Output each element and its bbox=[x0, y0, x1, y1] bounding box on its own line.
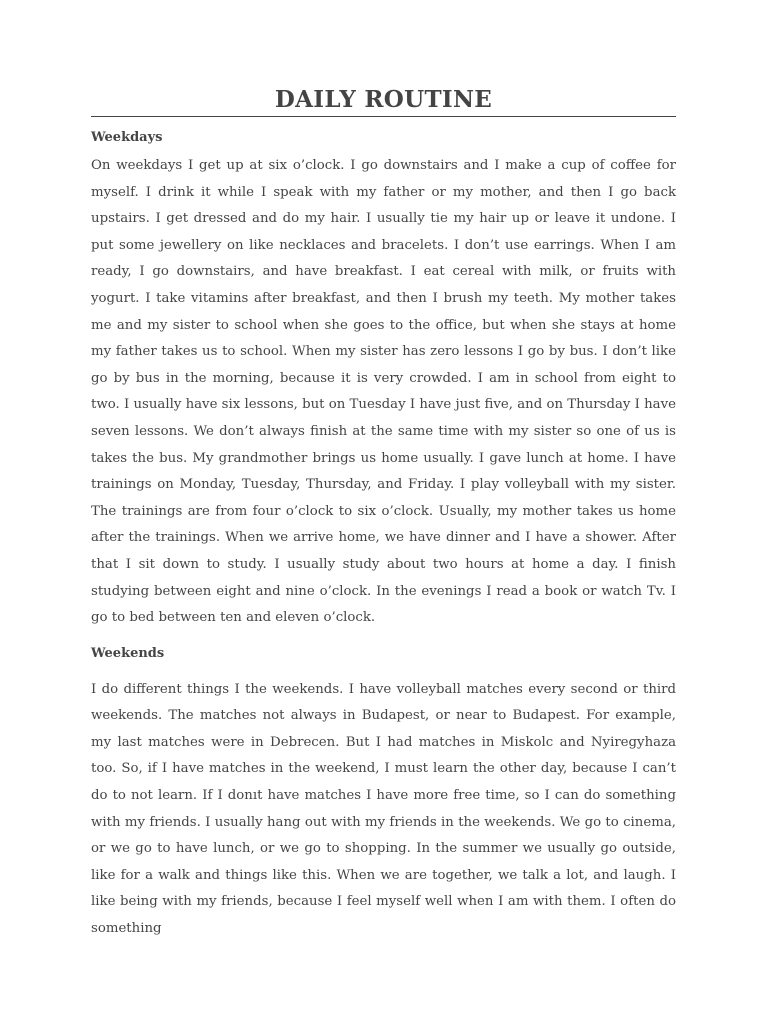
document-title: DAILY ROUTINE bbox=[91, 86, 676, 117]
section-paragraph-weekends: I do different things I the weekends. I have volleyball matches every second or third weekends. The matches not always in Budapest, or near to Budapest. For example, my last matches were in Debrecen. But I had matches in Miskolc and Nyiregyhaza too. So, if I have matches in the weekend, I must learn the other day, because I can’t do to not learn. If I donıt have matches I have more free time, so I can do something with my friends. I usually hang out with my friends in the weekends. We go to cinema, or we go to have lunch, or we go to shopping. In the summer we usually go outside, like for a walk and things like this. When we are together, we talk a lot, and laugh. I like being with my friends, because I feel myself well when I am with them. I often do something bbox=[91, 681, 676, 937]
section-heading-weekdays: Weekdays bbox=[91, 130, 163, 145]
section-heading-weekends: Weekends bbox=[91, 645, 165, 661]
section-paragraph-weekdays: On weekdays I get up at six o’clock. I go downstairs and I make a cup of coffee for myself. I drink it while I speak with my father or my mother, and then I go back upstairs. I get dressed and do my hair. I usually tie my hair up or leave it undone. I put some jewellery on like necklaces and bracelets. I don’t use earrings. When I am ready, I go downstairs, and have breakfast. I eat cereal with milk, or fruits with yogurt. I take vitamins after breakfast, and then I brush my teeth. My mother takes me and my sister to school when she goes to the office, but when she stays at home my father takes us to school. When my sister has zero lessons I go by bus. I don’t like go by bus in the morning, because it is very crowded. I am in school from eight to two. I usually have six lessons, but on Tuesday I have just five, and on Thursday I have seven lessons. We don’t always finish at the same time with my sister so one of us is takes the bus. My grandmother brings us home usually. I gave lunch at home. I have trainings on Monday, Tuesday, Thursday, and Friday. I play volleyball with my sister. The trainings are from four o’clock to six o’clock. Usually, my mother takes us home after the trainings. When we arrive home, we have dinner and I have a shower. After that I sit down to study. I usually study about two hours at home a day. I finish studying between eight and nine o’clock. In the evenings I read a book or watch Tv. I go to bed between ten and eleven o’clock. bbox=[91, 158, 676, 626]
document-page bbox=[91, 86, 676, 943]
